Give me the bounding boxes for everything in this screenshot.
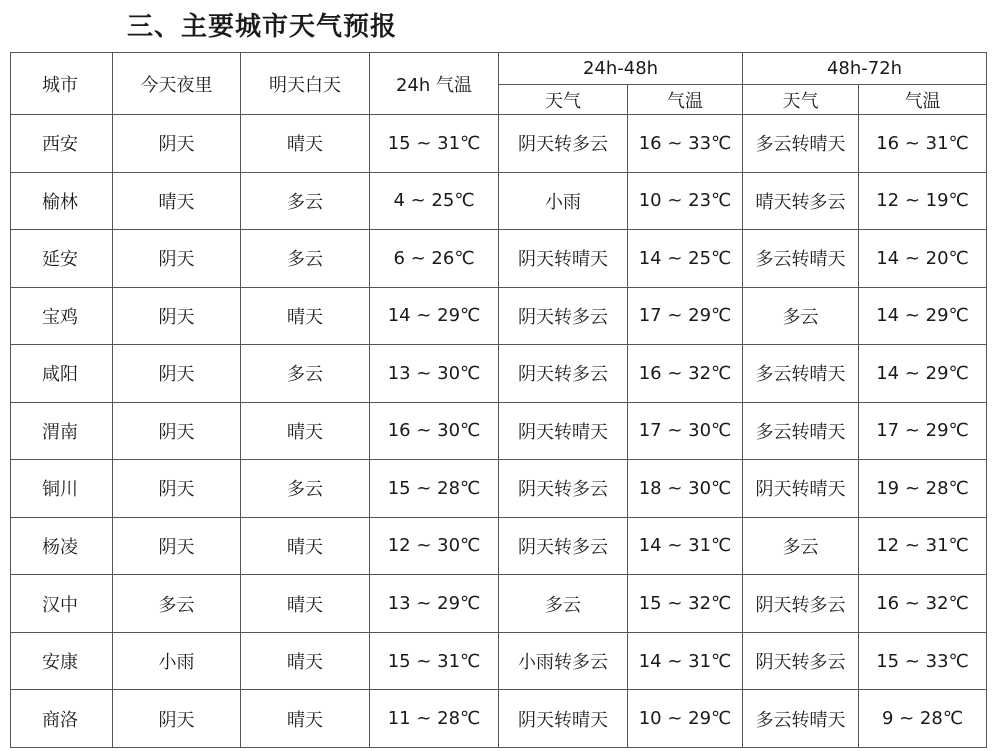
temp-24h-cell: 16 ~ 30℃ bbox=[370, 402, 499, 460]
weather-72h-cell: 多云转晴天 bbox=[743, 690, 859, 748]
city-cell: 宝鸡 bbox=[11, 287, 113, 345]
temp-48h-cell: 15 ~ 32℃ bbox=[628, 575, 743, 633]
tonight-weather-cell: 阴天 bbox=[113, 517, 241, 575]
temp-48h-cell: 17 ~ 29℃ bbox=[628, 287, 743, 345]
weather-48h-cell: 阴天转晴天 bbox=[499, 690, 628, 748]
temp-24h-cell: 15 ~ 31℃ bbox=[370, 115, 499, 173]
temp-72h-cell: 16 ~ 32℃ bbox=[859, 575, 987, 633]
weather-48h-cell: 多云 bbox=[499, 575, 628, 633]
tonight-weather-cell: 阴天 bbox=[113, 115, 241, 173]
city-cell: 延安 bbox=[11, 230, 113, 288]
temp-24h-cell: 13 ~ 30℃ bbox=[370, 345, 499, 403]
weather-72h-cell: 多云转晴天 bbox=[743, 115, 859, 173]
header-temp-72h: 气温 bbox=[859, 85, 987, 115]
temp-72h-cell: 15 ~ 33℃ bbox=[859, 632, 987, 690]
weather-72h-cell: 多云转晴天 bbox=[743, 230, 859, 288]
forecast-body bbox=[11, 115, 987, 748]
header-temp-24h: 24h 气温 bbox=[370, 53, 499, 115]
table-row bbox=[11, 517, 987, 575]
temp-24h-cell: 12 ~ 30℃ bbox=[370, 517, 499, 575]
temp-24h-cell: 11 ~ 28℃ bbox=[370, 690, 499, 748]
weather-48h-cell: 阴天转多云 bbox=[499, 287, 628, 345]
weather-48h-cell: 小雨转多云 bbox=[499, 632, 628, 690]
temp-48h-cell: 16 ~ 32℃ bbox=[628, 345, 743, 403]
header-group-48-72h: 48h-72h bbox=[743, 53, 987, 85]
table-row bbox=[11, 575, 987, 633]
tomorrow-weather-cell: 多云 bbox=[241, 230, 370, 288]
header-group-24-48h: 24h-48h bbox=[499, 53, 743, 85]
tonight-weather-cell: 晴天 bbox=[113, 172, 241, 230]
tonight-weather-cell: 小雨 bbox=[113, 632, 241, 690]
temp-24h-cell: 14 ~ 29℃ bbox=[370, 287, 499, 345]
city-cell: 榆林 bbox=[11, 172, 113, 230]
weather-72h-cell: 多云 bbox=[743, 517, 859, 575]
tomorrow-weather-cell: 晴天 bbox=[241, 632, 370, 690]
temp-72h-cell: 12 ~ 19℃ bbox=[859, 172, 987, 230]
temp-48h-cell: 14 ~ 31℃ bbox=[628, 517, 743, 575]
city-cell: 西安 bbox=[11, 115, 113, 173]
tomorrow-weather-cell: 多云 bbox=[241, 172, 370, 230]
weather-72h-cell: 阴天转多云 bbox=[743, 632, 859, 690]
temp-48h-cell: 16 ~ 33℃ bbox=[628, 115, 743, 173]
temp-72h-cell: 19 ~ 28℃ bbox=[859, 460, 987, 518]
table-row bbox=[11, 230, 987, 288]
city-cell: 杨凌 bbox=[11, 517, 113, 575]
weather-72h-cell: 多云 bbox=[743, 287, 859, 345]
header-temp-48h: 气温 bbox=[628, 85, 743, 115]
temp-72h-cell: 12 ~ 31℃ bbox=[859, 517, 987, 575]
city-cell: 汉中 bbox=[11, 575, 113, 633]
tomorrow-weather-cell: 晴天 bbox=[241, 690, 370, 748]
weather-48h-cell: 阴天转多云 bbox=[499, 460, 628, 518]
tomorrow-weather-cell: 晴天 bbox=[241, 287, 370, 345]
header-weather-72h: 天气 bbox=[743, 85, 859, 115]
tonight-weather-cell: 阴天 bbox=[113, 690, 241, 748]
temp-72h-cell: 17 ~ 29℃ bbox=[859, 402, 987, 460]
table-header-row bbox=[11, 53, 987, 85]
header-tomorrow-day: 明天白天 bbox=[241, 53, 370, 115]
tonight-weather-cell: 阴天 bbox=[113, 345, 241, 403]
tomorrow-weather-cell: 多云 bbox=[241, 460, 370, 518]
weather-48h-cell: 阴天转晴天 bbox=[499, 402, 628, 460]
city-cell: 安康 bbox=[11, 632, 113, 690]
temp-48h-cell: 10 ~ 29℃ bbox=[628, 690, 743, 748]
tonight-weather-cell: 阴天 bbox=[113, 287, 241, 345]
page-title: 三、主要城市天气预报 bbox=[127, 12, 398, 42]
table-row bbox=[11, 287, 987, 345]
temp-72h-cell: 9 ~ 28℃ bbox=[859, 690, 987, 748]
city-cell: 铜川 bbox=[11, 460, 113, 518]
weather-72h-cell: 阴天转多云 bbox=[743, 575, 859, 633]
weather-48h-cell: 小雨 bbox=[499, 172, 628, 230]
table-row bbox=[11, 172, 987, 230]
tomorrow-weather-cell: 晴天 bbox=[241, 517, 370, 575]
table-row bbox=[11, 115, 987, 173]
temp-72h-cell: 14 ~ 20℃ bbox=[859, 230, 987, 288]
tomorrow-weather-cell: 晴天 bbox=[241, 402, 370, 460]
temp-24h-cell: 4 ~ 25℃ bbox=[370, 172, 499, 230]
temp-48h-cell: 14 ~ 31℃ bbox=[628, 632, 743, 690]
temp-72h-cell: 14 ~ 29℃ bbox=[859, 345, 987, 403]
forecast-table bbox=[10, 52, 987, 748]
weather-72h-cell: 多云转晴天 bbox=[743, 402, 859, 460]
city-cell: 商洛 bbox=[11, 690, 113, 748]
city-cell: 咸阳 bbox=[11, 345, 113, 403]
temp-24h-cell: 15 ~ 28℃ bbox=[370, 460, 499, 518]
table-row bbox=[11, 690, 987, 748]
tonight-weather-cell: 阴天 bbox=[113, 230, 241, 288]
header-weather-48h: 天气 bbox=[499, 85, 628, 115]
header-tonight: 今天夜里 bbox=[113, 53, 241, 115]
temp-72h-cell: 16 ~ 31℃ bbox=[859, 115, 987, 173]
table-row bbox=[11, 632, 987, 690]
weather-48h-cell: 阴天转多云 bbox=[499, 115, 628, 173]
tomorrow-weather-cell: 多云 bbox=[241, 345, 370, 403]
weather-72h-cell: 晴天转多云 bbox=[743, 172, 859, 230]
table-row bbox=[11, 402, 987, 460]
tonight-weather-cell: 多云 bbox=[113, 575, 241, 633]
weather-48h-cell: 阴天转多云 bbox=[499, 345, 628, 403]
temp-48h-cell: 17 ~ 30℃ bbox=[628, 402, 743, 460]
tonight-weather-cell: 阴天 bbox=[113, 460, 241, 518]
header-city: 城市 bbox=[11, 53, 113, 115]
tomorrow-weather-cell: 晴天 bbox=[241, 575, 370, 633]
temp-48h-cell: 14 ~ 25℃ bbox=[628, 230, 743, 288]
temp-24h-cell: 15 ~ 31℃ bbox=[370, 632, 499, 690]
weather-48h-cell: 阴天转多云 bbox=[499, 517, 628, 575]
tomorrow-weather-cell: 晴天 bbox=[241, 115, 370, 173]
temp-24h-cell: 6 ~ 26℃ bbox=[370, 230, 499, 288]
tonight-weather-cell: 阴天 bbox=[113, 402, 241, 460]
weather-72h-cell: 多云转晴天 bbox=[743, 345, 859, 403]
temp-48h-cell: 18 ~ 30℃ bbox=[628, 460, 743, 518]
temp-48h-cell: 10 ~ 23℃ bbox=[628, 172, 743, 230]
table-row bbox=[11, 460, 987, 518]
temp-24h-cell: 13 ~ 29℃ bbox=[370, 575, 499, 633]
table-row bbox=[11, 345, 987, 403]
weather-48h-cell: 阴天转晴天 bbox=[499, 230, 628, 288]
temp-72h-cell: 14 ~ 29℃ bbox=[859, 287, 987, 345]
city-cell: 渭南 bbox=[11, 402, 113, 460]
weather-72h-cell: 阴天转晴天 bbox=[743, 460, 859, 518]
